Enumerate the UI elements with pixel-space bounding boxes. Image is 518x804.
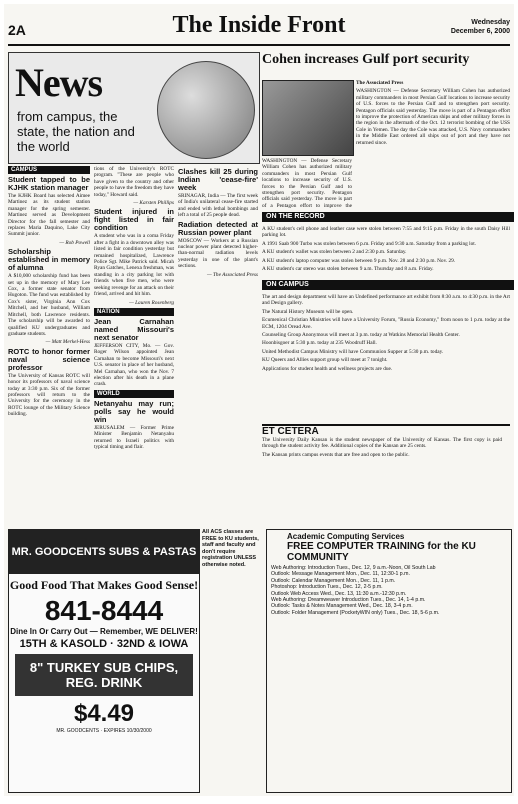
globe-illustration: [157, 61, 255, 159]
ad-phone: 841-8444: [44, 595, 164, 626]
list-item: Web Authoring: Dreamweaver Introduction Tues., Dec. 14, 1-4 p.m.: [271, 597, 426, 604]
goodcents-logo: MR. GOODCENTS SUBS & PASTAS: [9, 530, 199, 574]
list-item: Outlook: Folder Management (PocketyWIN only) Tues., Dec. 18, 5-6 p.m.: [271, 609, 440, 616]
masthead: [8, 10, 510, 46]
page-number: 2A: [8, 22, 26, 38]
et-cetera-title: ET CETERA: [262, 426, 319, 437]
acs-training-ad: Academic Computing Services FREE COMPUTER TRAINING for the KU COMMUNITY Web Authoring: Introduction Tues., Dec. 12, 9 a.m.-Noon, Oil South Lab Outlook: Message Management Mon., Dec. 11, 12:30-1 p.m. Outlook: Calendar Management Mon., Dec. 11, 1 p.m. Photoshop: Introduction Tues., Dec. 12, 2-5 p.m. Outlook Web Access Wed., Dec. 13, 11:30 a.m.-12:30 p.m. Web Authoring: Dreamweaver Introduction Tues., Dec. 14, 1-4 p.m. Outlook: Tasks & Notes Management Wed., Dec. 18, 3-4 p.m. Outlook: Folder Management (PocketyWIN only) Tues., Dec. 18, 5-6 p.m.: [266, 529, 512, 793]
campus-column: CAMPUS Student tapped to be KJHK station manager The KJHK Board has selected Aimee Martinez as its student station manager for the spring semester. Martinez served as Development Director for the fall semester and replaces Maria Daquino, Lake City Summit junior. — Rob Powell Scholarship established in memory of alumna A $10,000 scholarship fund has been set up in the memory of Mary Lee Cox, a former state senator from Hugoton. The fund was established by Cox's sister, Virginia Ann Cox Mitchell, and her husband, William Mitchell, both Lawrence residents. The scholarship will be awarded to qualified KU undergraduates and graduate students. — Matt Merkel-Hess ROTC to honor former naval science professor The University of Kansas ROTC will honor its professors of naval science today at 3:30 p.m. Six of the former professors will return to the University for the ceremony in the ROTC lounge of the Military Science building.: [8, 167, 90, 418]
on-the-record-list: A KU student's cell phone and leather case were stolen between 7:55 and 9:15 p.m. Friday in the south Daisy Hill parking lot. A 1991 Saab 900 Turbo was stolen between 6 p.m. Friday and 9:30 a.m. Saturday from a parking lot. A KU student's wallet was stolen between 2 and 2:30 p.m. Saturday. A KU student's laptop computer was stolen between 9 p.m. Nov. 28 and 2:30 p.m. Nov. 29. A KU student's car stereo was stolen between 9 a.m. Thursday and 8 a.m. Friday.: [262, 226, 510, 273]
course-list: [267, 565, 511, 616]
list-item: Photoshop: Introduction Tues., Dec. 12, 2-5 p.m.: [271, 584, 383, 591]
on-campus-list: The art and design department will have an Undefined performance art exhibit from 8:30 a.m. to 4:30 p.m. in the Art and Design gallery. The Natural History Museum will be open. Ecumenical Christian Ministries will have a University Forum, "Russia Economy," from noon to 1 p.m. today at the ECM, 1204 Oread Ave. Counseling Group Anonymous will meet at 3 p.m. today at Watkins Memorial Health Center. Hoonbisgoer at 5:30 p.m. today at 235 Woodruff Hall. United Methodist Campus Ministry will have Communion Supper at 5:30 p.m. today. KU Queers and Allies support group will meet at 7 tonight. Applications for student health and wellness projects are due.: [262, 294, 510, 372]
right-middle-column: Clashes kill 25 during Indian 'cease-fire' week SRINAGAR, India — The first week of India's unilateral cease-fire started and ended with lethal bombings and left a total of 25 people dead. Radiation detected at Russian power plant MOSCOW — Workers at a Russian nuclear power plant detected higher-than-normal radiation levels yesterday in one of the plant's sections. — The Associated Press: [178, 167, 258, 278]
list-item: Outlook: Calendar Management Mon., Dec. 11, 1 p.m.: [271, 577, 396, 584]
acs-note: All ACS classes are FREE to KU students, staff and faculty and don't require registration UNLESS otherwise noted.: [202, 529, 259, 568]
lead-story: [262, 52, 510, 68]
campus-bar: CAMPUS: [8, 166, 90, 174]
on-campus-bar: ON CAMPUS: [262, 280, 514, 290]
lead-body: The Associated Press WASHINGTON — Defense Secretary William Cohen has authorized military commanders in most Persian Gulf locations to increase security of U.S. forces to the Persian Gulf and to strengthen port security. Pentagon officials said yesterday. The move is part of a Pentagon effort to improve the protection of American ships and other military forces in the region in the aftermath of the Oct. 12 terrorist bombing of the USS Cole in Yemen. The day the Cole was attacked, U.S. Navy commanders in the Middle East ordered all ships out of port and they have not returned since.: [356, 80, 510, 146]
news-subheading: from campus, the state, the nation and the world: [17, 109, 135, 154]
et-cetera-box: ET CETERA The University Daily Kansan is the student newspaper of the University of Kansas. The first copy is paid through the student activity fee. Additional copies of the Kansan are 25 cents. The Kansan prints campus events that are free and open to the public.: [262, 424, 510, 516]
ad-price: $4.49: [73, 700, 135, 727]
on-the-record-bar: ON THE RECORD: [262, 212, 514, 222]
world-bar: WORLD: [94, 390, 174, 398]
list-item: Outlook Web Access Wed., Dec. 13, 11:30 a.m.-12:30 p.m.: [271, 590, 407, 597]
list-item: Outlook: Message Management Mon., Dec. 11, 12:30-1 p.m.: [271, 571, 410, 578]
section-title: The Inside Front: [172, 12, 346, 38]
lead-body-continued: WASHINGTON — Defense Secretary William Cohen has authorized military commanders in most Persian Gulf locations to increase security of U.S. forces to the Persian Gulf and to strengthen port security. Pentagon officials said yesterday. The move is part of a Pentagon effort to improve the: [262, 158, 352, 208]
issue-date: Wednesday December 6, 2000: [450, 19, 510, 35]
lead-headline: Cohen increases Gulf port security: [262, 52, 470, 67]
news-section-banner: [8, 52, 260, 164]
list-item: Web Authoring: Introduction Tues., Dec. 12, 9 a.m.-Noon, Oil South Lab: [271, 565, 436, 571]
nation-bar: NATION: [94, 308, 174, 316]
news-heading: News: [15, 60, 103, 105]
list-item: Outlook: Tasks & Notes Management Wed., Dec. 18, 3-4 p.m.: [271, 603, 413, 610]
ad-promo: 8" TURKEY SUB CHIPS, REG. DRINK: [15, 654, 193, 696]
middle-column: tions of the University's ROTC program. "These are people who have given to the country and other people to have the freedom they have today," Howard said. — Karsten Phillips Student injured in fight listed in fair condition A student who was in a coma Friday after a fight in a downtown alley was listed in fair condition yesterday but remained hospitalized, Lawrence Police Sgt. Mike Patrick said. Micah Ryan Gatches, Lenexa freshman, was standing in a city parking lot with friends when five men, who were seeking revenge for an attack on their friend, arrived and hit him. — Lauren Rosenberg NATION Jean Carnahan named Missouri's next senator JEFFERSON CITY, Mo. — Gov. Roger Wilson appointed Jean Carnahan to become Missouri's next U.S. senator in place of her husband, Mel Carnahan, who won the Nov. 7 election after his death in a plane crash. WORLD Netanyahu may run; polls say he would win JERUSALEM — Former Prime Minister Benjamin Netanyahu returned to Israeli politics with typical timing and flair.: [94, 166, 174, 450]
newspaper-page: [4, 4, 514, 796]
lead-photo: [262, 80, 354, 156]
goodcents-ad: MR. GOODCENTS SUBS & PASTAS Good Food That Makes Good Sense! 841-8444 Dine In Or Carry Out — Remember, WE DELIVER! 15TH & KASOLD · 32ND & IOWA 8" TURKEY SUB CHIPS, REG. DRINK $4.49 MR. GOODCENTS · EXPIRES 10/30/2000: [8, 529, 200, 793]
